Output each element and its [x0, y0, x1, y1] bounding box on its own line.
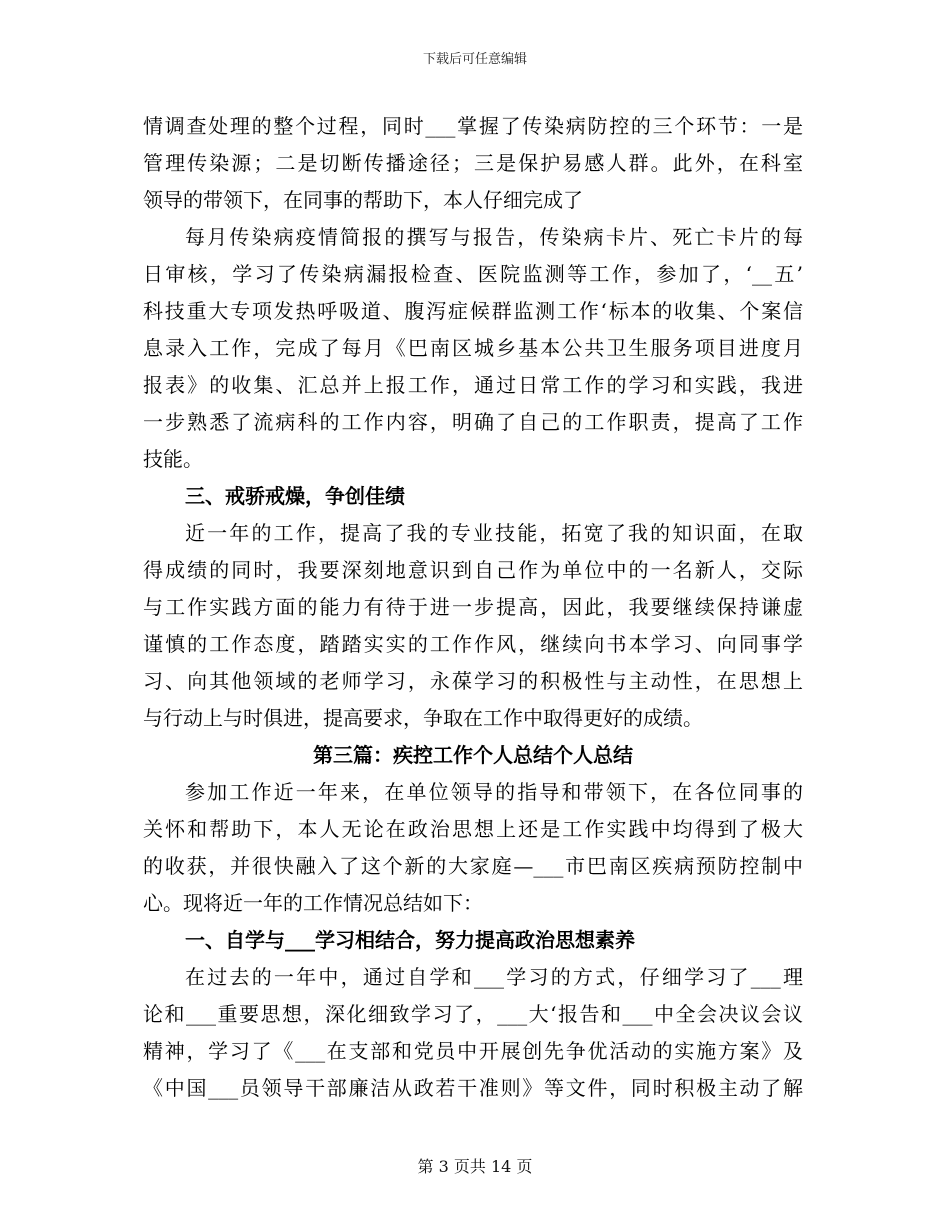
body-line: 技能。: [143, 447, 203, 471]
body-line: 与行动上与时俱进，提高要求，争取在工作中取得更好的成绩。: [143, 706, 703, 730]
body-line: 参加工作近一年来，在单位领导的指导和带领下，在各位同事的: [185, 780, 803, 804]
body-line: 得成绩的同时，我要深刻地意识到自己作为单位中的一名新人，交际: [143, 558, 803, 582]
body-line: 科技重大专项发热呼吸道、腹泻症候群监测工作‘标本的收集、个案信: [143, 299, 803, 323]
body-line: 领导的带领下，在同事的帮助下，本人仔细完成了: [143, 188, 583, 212]
body-line: 《中国___员领导干部廉洁从政若干准则》等文件，同时积极主动了解: [143, 1076, 803, 1100]
body-line: 谨慎的工作态度，踏踏实实的工作作风，继续向书本学习、向同事学: [143, 632, 803, 656]
page-header: 下载后可任意编辑: [422, 52, 527, 67]
body-line: 报表》的收集、汇总并上报工作，通过日常工作的学习和实践，我进: [143, 373, 803, 397]
chapter-title: 第三篇：疾控工作个人总结个人总结: [313, 743, 633, 767]
body-line: 在过去的一年中，通过自学和___学习的方式，仔细学习了___理: [185, 965, 803, 989]
section-heading: 一、自学与___学习相结合，努力提高政治思想素养: [185, 928, 635, 952]
body-line: 习、向其他领域的老师学习，永葆学习的积极性与主动性，在思想上: [143, 669, 803, 693]
body-line: 一步熟悉了流病科的工作内容，明确了自己的工作职责，提高了工作: [143, 410, 803, 434]
body-line: 精神，学习了《___在支部和党员中开展创先争优活动的实施方案》及: [143, 1039, 803, 1063]
document-body: [143, 108, 803, 1107]
body-line: 论和___重要思想，深化细致学习了，___大‘报告和___中全会决议会议: [143, 1002, 803, 1026]
body-line: 每月传染病疫情简报的撰写与报告，传染病卡片、死亡卡片的每: [185, 225, 803, 249]
body-line: 关怀和帮助下，本人无论在政治思想上还是工作实践中均得到了极大: [143, 817, 803, 841]
body-line: 息录入工作，完成了每月《巴南区城乡基本公共卫生服务项目进度月: [143, 336, 803, 360]
body-line: 与工作实践方面的能力有待于进一步提高，因此，我要继续保持谦虚: [143, 595, 803, 619]
body-line: 的收获，并很快融入了这个新的大家庭—___市巴南区疾病预防控制中: [143, 854, 803, 878]
body-line: 管理传染源；二是切断传播途径；三是保护易感人群。此外，在科室: [143, 151, 803, 175]
body-line: 情调查处理的整个过程，同时___掌握了传染病防控的三个环节：一是: [143, 114, 803, 138]
body-line: 近一年的工作，提高了我的专业技能，拓宽了我的知识面，在取: [185, 521, 803, 545]
body-line: 日审核，学习了传染病漏报检查、医院监测等工作，参加了，‘__五’: [143, 262, 803, 286]
body-line: 心。现将近一年的工作情况总结如下：: [143, 891, 483, 915]
page-number-footer: 第 3 页共 14 页: [417, 1157, 533, 1176]
section-heading: 三、戒骄戒燥，争创佳绩: [185, 484, 405, 508]
